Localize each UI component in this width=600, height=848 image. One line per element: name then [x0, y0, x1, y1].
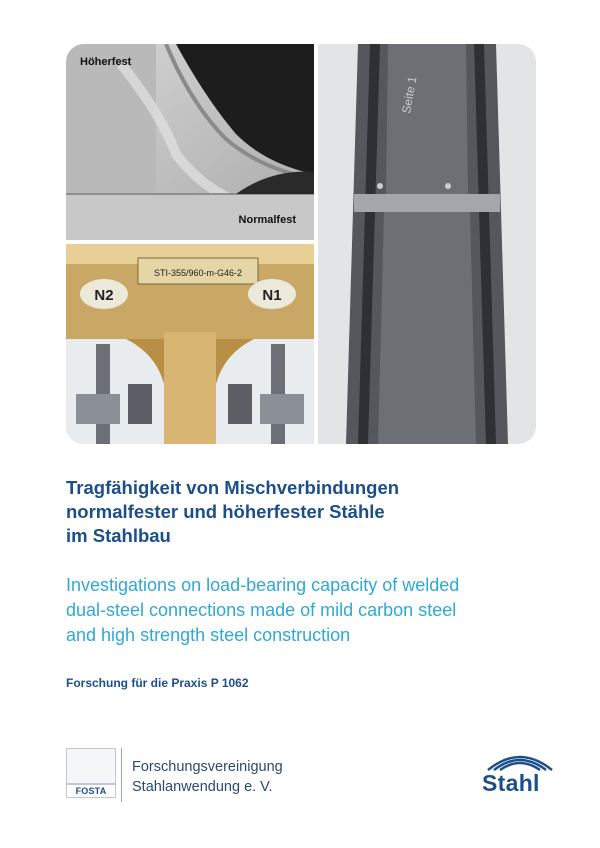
- title-de-line-2: normalfester und höherfester Stähle: [66, 501, 385, 522]
- footer-divider: [121, 748, 122, 802]
- title-de-line-1: Tragfähigkeit von Mischverbindungen: [66, 477, 400, 498]
- title-en-line-2: dual-steel connections made of mild carbon steel: [66, 600, 457, 620]
- title-en-line-3: and high strength steel construction: [66, 625, 351, 645]
- stahl-logo: [470, 748, 566, 802]
- title-german: [66, 476, 566, 548]
- weld-macro-photo: [66, 44, 314, 240]
- org-line-2: Stahlanwendung e. V.: [132, 779, 273, 795]
- beam-marking-text: Seite 1: [399, 75, 420, 115]
- series-label: Forschung für die Praxis P 1062: [66, 676, 249, 690]
- test-rig-image: [66, 244, 314, 444]
- title-en-line-1: Investigations on load-bearing capacity of welded: [66, 575, 460, 595]
- fosta-logo: [66, 748, 116, 800]
- title-de-line-3: im Stahlbau: [66, 525, 171, 546]
- stahl-logo-text: Stahl: [482, 770, 540, 796]
- weld-macro-image: [66, 44, 314, 240]
- fosta-logo-mark: [66, 748, 116, 784]
- label-normalfest: Normalfest: [238, 214, 296, 226]
- stahl-arc-icon: [484, 748, 556, 772]
- marker-n1-text: N1: [262, 287, 282, 304]
- fosta-logo-text: FOSTA: [66, 784, 116, 798]
- organization-name: [132, 757, 283, 797]
- org-line-1: Forschungsvereinigung: [132, 759, 283, 775]
- title-english: [66, 573, 576, 648]
- specimen-tag-text: STI-355/960-m-G46-2: [153, 268, 243, 278]
- test-rig-photo: [66, 244, 314, 444]
- marker-n2-text: N2: [94, 287, 114, 304]
- label-hoeherfest: Höherfest: [80, 56, 132, 68]
- beam-specimen-image: [318, 44, 536, 444]
- beam-specimen-photo: [318, 44, 536, 444]
